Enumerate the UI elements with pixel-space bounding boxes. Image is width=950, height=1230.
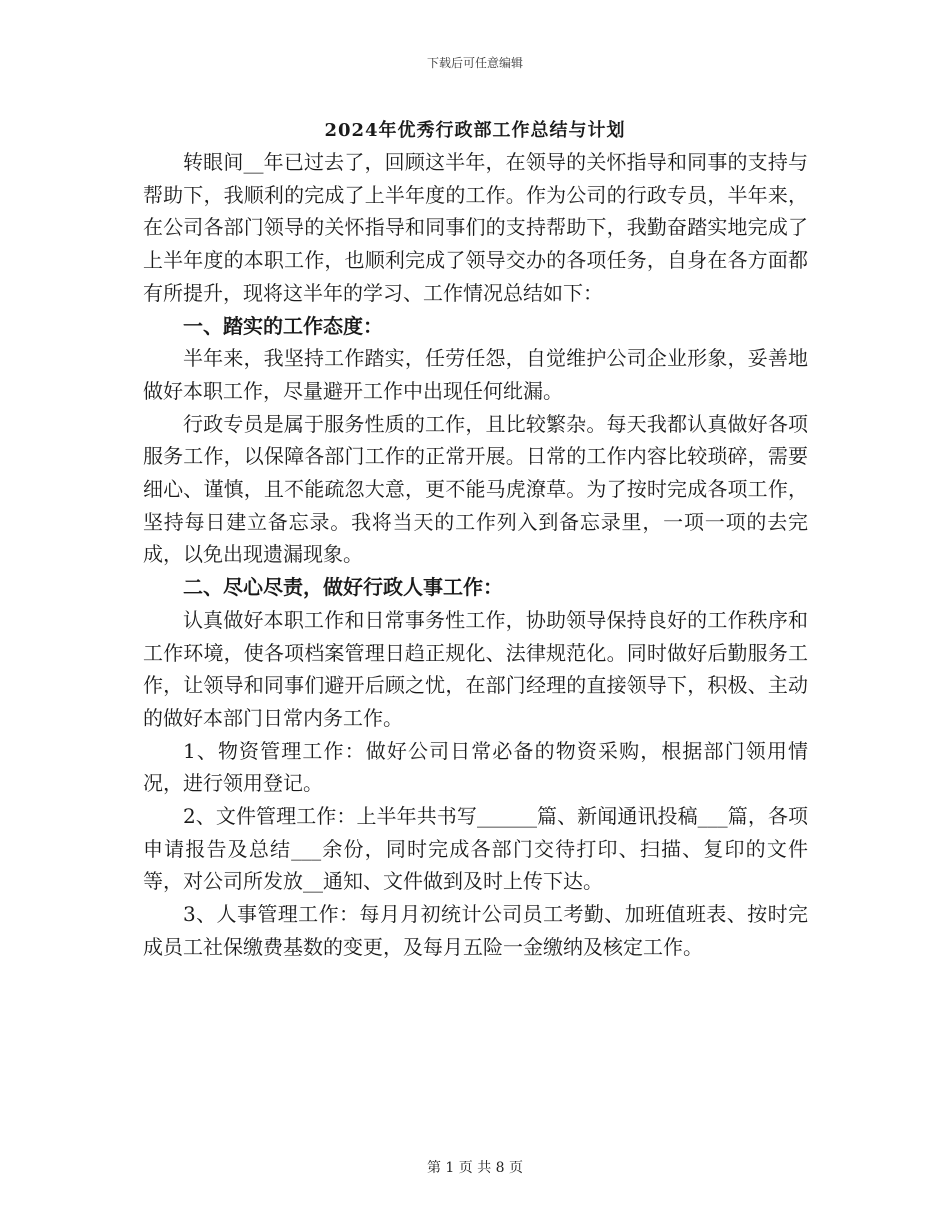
section-heading-admin-hr: 二、尽心尽责，做好行政人事工作： [183,575,503,600]
body-paragraph: 行政专员是属于服务性质的工作，且比较繁杂。每天我都认真做好各项服务工作，以保障各部门工作的正常开展。日常的工作内容比较琐碎，需要细心、谨慎，且不能疏忽大意，更不能马虎潦草。为了按时完成各项工作，坚持每日建立备忘录。我将当天的工作列入到备忘录里，一项一项的去完成，以免出现遗漏现象。 [143,411,808,567]
section-heading-attitude: 一、踏实的工作态度： [183,313,383,338]
list-item-personnel: 3、人事管理工作：每月月初统计公司员工考勤、加班值班表、按时完成员工社保缴费基数的变更，及每月五险一金缴纳及核定工作。 [143,902,808,959]
header-note: 下载后可任意编辑 [426,56,523,70]
body-paragraph: 认真做好本职工作和日常事务性工作，协助领导保持良好的工作秩序和工作环境，使各项档案管理日趋正规化、法律规范化。同时做好后勤服务工作，让领导和同事们避开后顾之忧，在部门经理的直接领导下，积极、主动的做好本部门日常内务工作。 [143,607,808,730]
document-title: 2024年优秀行政部工作总结与计划 [324,120,626,141]
document-body [143,146,808,964]
list-item-documents: 2、文件管理工作：上半年共书写______篇、新闻通讯投稿___篇，各项申请报告及总结___余份，同时完成各部门交待打印、扫描、复印的文件等，对公司所发放__通知、文件做到及时上传下达。 [143,804,808,894]
body-paragraph: 半年来，我坚持工作踏实，任劳任怨，自觉维护公司企业形象，妥善地做好本职工作，尽量避开工作中出现任何纰漏。 [143,346,808,403]
intro-paragraph: 转眼间__年已过去了，回顾这半年，在领导的关怀指导和同事的支持与帮助下，我顺利的完成了上半年度的工作。作为公司的行政专员，半年来，在公司各部门领导的关怀指导和同事们的支持帮助下，我勤奋踏实地完成了上半年度的本职工作，也顺利完成了领导交办的各项任务，自身在各方面都有所提升，现将这半年的学习、工作情况总结如下： [143,150,808,305]
page-number: 第 1 页 共 8 页 [426,1160,524,1176]
list-item-materials: 1、物资管理工作：做好公司日常必备的物资采购，根据部门领用情况，进行领用登记。 [143,738,808,796]
